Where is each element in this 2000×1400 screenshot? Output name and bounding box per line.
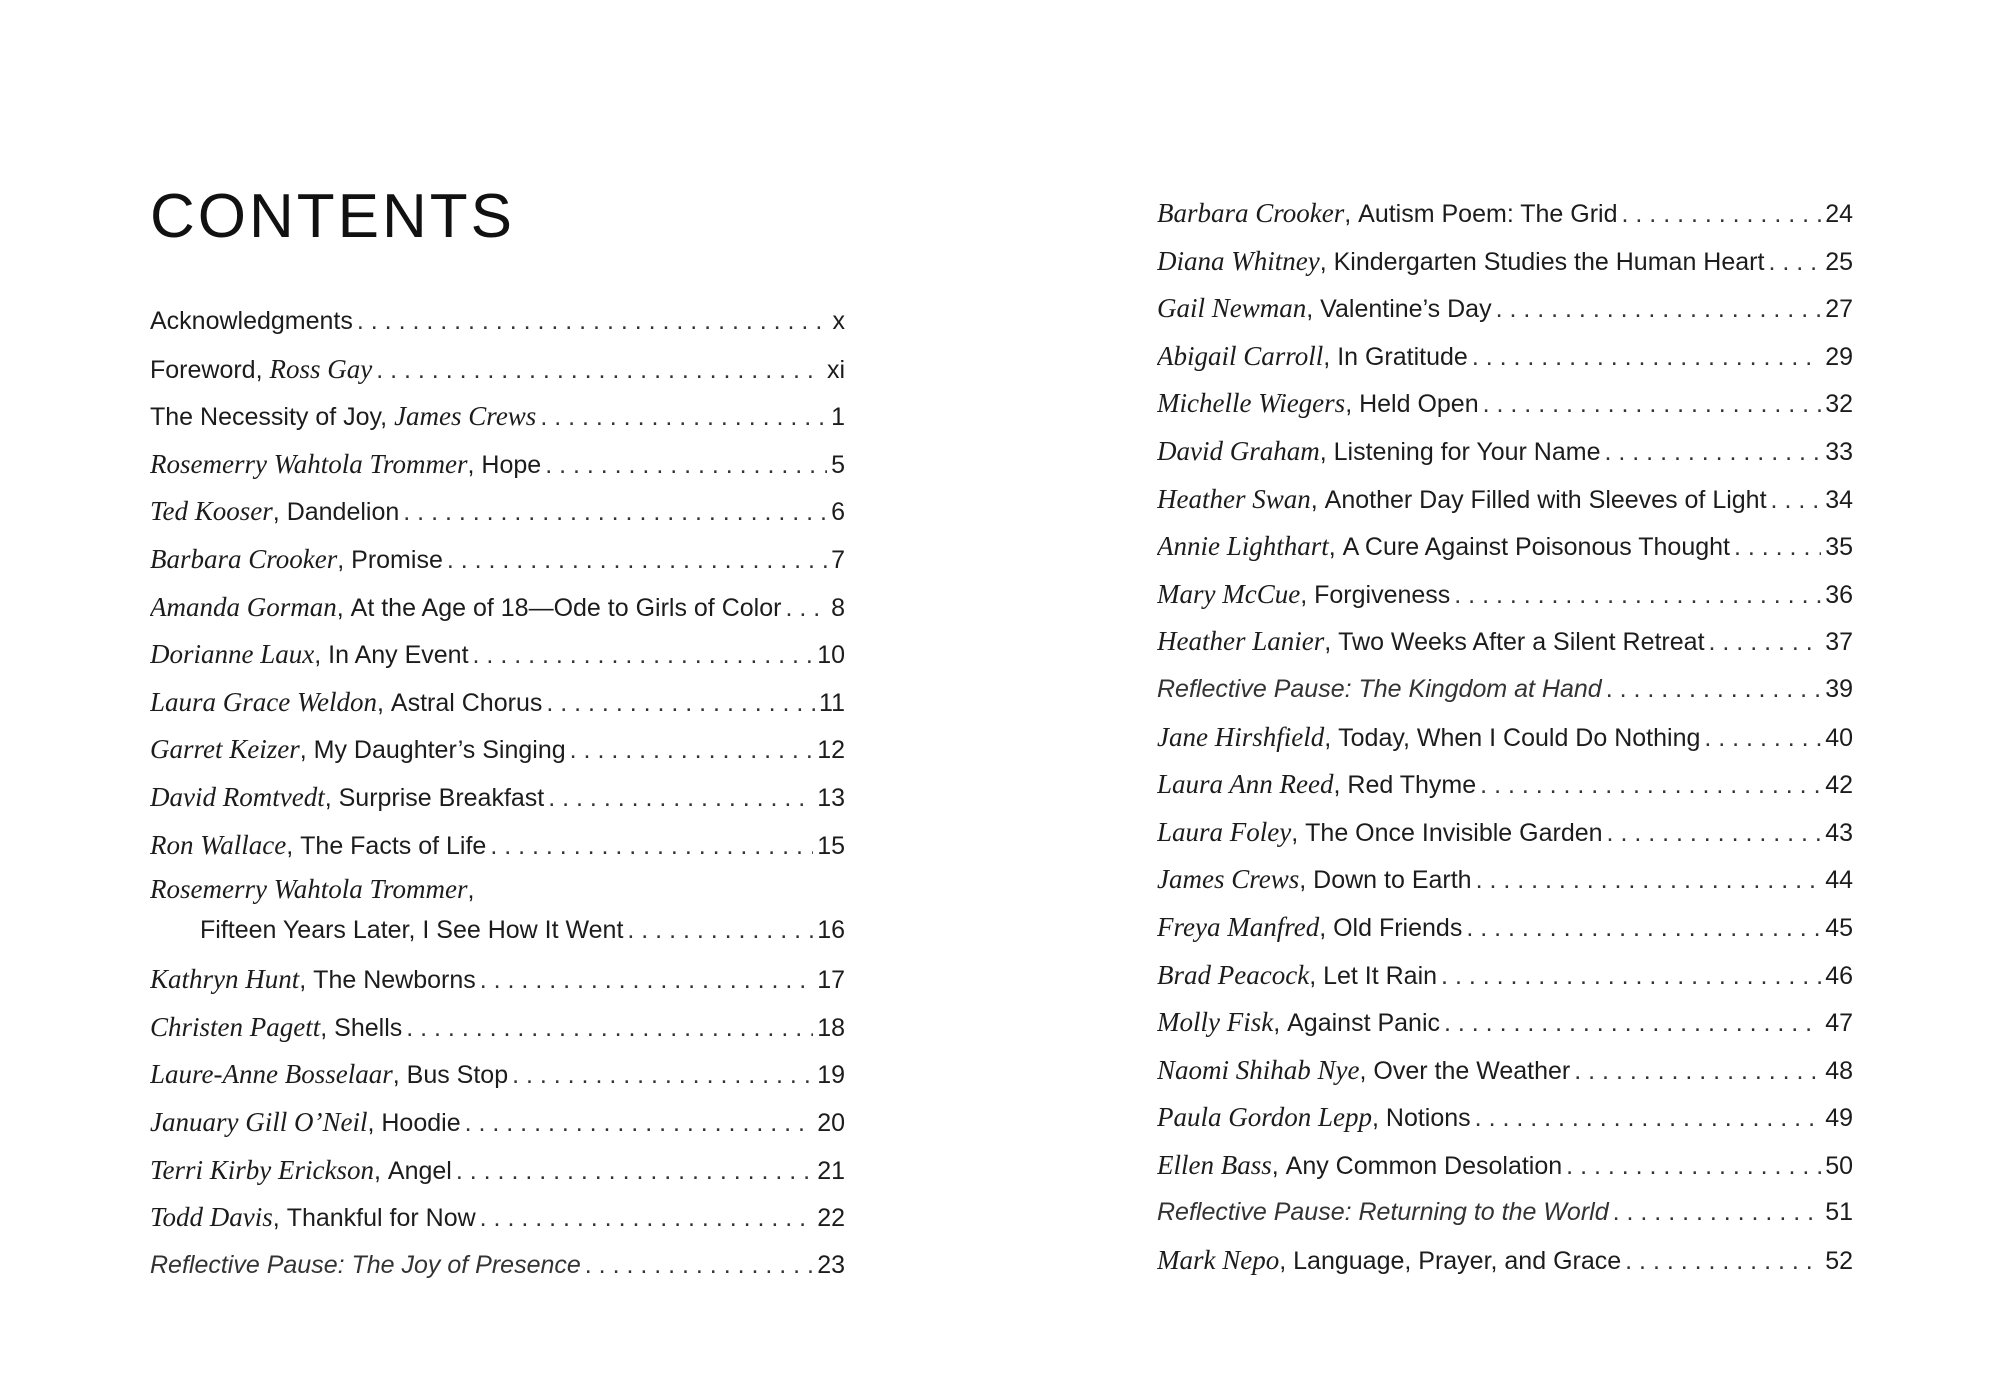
toc-entry[interactable] <box>150 1051 845 1099</box>
page-number: 52 <box>1825 1247 1853 1276</box>
separator: , <box>272 498 287 527</box>
author-name: Mark Nepo <box>1157 1245 1280 1276</box>
author-name: Molly Fisk <box>1157 1007 1274 1038</box>
separator: , <box>1319 437 1334 466</box>
toc-entry[interactable] <box>150 726 845 774</box>
author-name: Kathryn Hunt <box>150 964 300 995</box>
page-number: 35 <box>1825 533 1853 562</box>
page-number: 13 <box>817 783 845 812</box>
author-name: Todd Davis <box>150 1202 273 1233</box>
dot-leader <box>357 298 829 346</box>
entry-title: Kindergarten Studies the Human Heart <box>1333 247 1765 276</box>
page-number: 46 <box>1825 961 1853 990</box>
dot-leader <box>447 537 827 584</box>
author-name: January Gill O’Neil <box>150 1106 368 1137</box>
author-name: Ted Kooser <box>150 496 273 527</box>
dot-leader <box>1574 1048 1821 1095</box>
dot-leader <box>1475 1095 1822 1142</box>
separator: , <box>299 736 314 765</box>
dot-leader <box>585 1242 813 1290</box>
page-number: 12 <box>817 736 845 765</box>
page-title: CONTENTS <box>150 182 515 251</box>
dot-leader <box>1444 1000 1821 1047</box>
dot-leader <box>546 680 815 727</box>
entry-title: Notions <box>1385 1104 1471 1133</box>
dot-leader <box>512 1052 813 1099</box>
page-number: 23 <box>817 1250 845 1279</box>
page-number: 8 <box>831 593 845 622</box>
toc-entry[interactable] <box>150 1004 845 1052</box>
author-name: Ellen Bass <box>1157 1149 1272 1180</box>
separator: , <box>1324 628 1339 657</box>
separator: , <box>1323 342 1338 371</box>
page-number: 51 <box>1825 1198 1853 1227</box>
separator: , <box>1300 580 1315 609</box>
page-number: 19 <box>817 1061 845 1090</box>
entry-title: Against Panic <box>1287 1009 1440 1038</box>
dot-leader <box>1768 239 1821 286</box>
page-number: 16 <box>817 916 845 945</box>
separator: , <box>374 1156 388 1185</box>
dot-leader <box>406 1005 813 1052</box>
separator: , <box>286 831 301 860</box>
dot-leader <box>1476 857 1822 904</box>
toc-entry[interactable] <box>150 393 845 441</box>
entry-title: Forgiveness <box>1314 580 1451 609</box>
toc-entry[interactable] <box>1157 285 1853 333</box>
dot-leader <box>1704 715 1821 762</box>
entry-title: Over the Weather <box>1373 1056 1571 1085</box>
dot-leader <box>1466 905 1821 952</box>
separator: , <box>1328 533 1343 562</box>
separator: , <box>1333 771 1348 800</box>
page-number: 42 <box>1825 771 1853 800</box>
page-number: 50 <box>1825 1151 1853 1180</box>
toc-entry[interactable] <box>1157 999 1853 1047</box>
toc-entry[interactable] <box>1157 428 1853 476</box>
author-name: Laura Ann Reed <box>1157 769 1334 800</box>
toc-entry[interactable] <box>1157 1142 1853 1190</box>
author-name: Rosemerry Wahtola Trommer <box>150 448 468 479</box>
toc-entry[interactable] <box>1157 809 1853 857</box>
reflective-pause-entry[interactable] <box>1157 666 1853 714</box>
page-number: xi <box>826 355 845 384</box>
toc-entry[interactable] <box>150 1147 845 1195</box>
separator: , <box>1279 1247 1294 1276</box>
entry-title: Red Thyme <box>1347 771 1477 800</box>
dot-leader <box>1483 381 1822 428</box>
separator: , <box>377 688 391 717</box>
entry-title: Today, When I Could Do Nothing <box>1338 723 1701 752</box>
separator: , <box>1273 1009 1288 1038</box>
dot-leader <box>1734 524 1821 571</box>
toc-entry[interactable] <box>150 1194 845 1242</box>
author-name: Heather Swan <box>1157 483 1311 514</box>
toc-entry[interactable] <box>1157 1094 1853 1142</box>
page-number: 48 <box>1825 1056 1853 1085</box>
entry-title: Down to Earth <box>1313 866 1472 895</box>
entry-title: The Newborns <box>313 966 476 995</box>
page-number: 27 <box>1825 295 1853 324</box>
dot-leader <box>465 1100 814 1147</box>
page-number: 29 <box>1825 342 1853 371</box>
toc-entry[interactable] <box>150 1099 845 1147</box>
dot-leader <box>570 727 814 774</box>
dot-leader <box>1496 286 1822 333</box>
dot-leader <box>1605 429 1822 476</box>
entry-title: Valentine’s Day <box>1320 295 1492 324</box>
author-name: Heather Lanier <box>1157 626 1325 657</box>
dot-leader <box>540 394 827 441</box>
entry-title: My Daughter’s Singing <box>313 736 566 765</box>
toc-entry[interactable] <box>1157 952 1853 1000</box>
toc-entry[interactable] <box>150 822 845 870</box>
dot-leader <box>785 585 827 632</box>
author-name: Ron Wallace <box>150 829 287 860</box>
page-number: 24 <box>1825 200 1853 228</box>
author-name: Laura Foley <box>1157 816 1292 847</box>
separator: , <box>336 593 351 622</box>
entry-title: Listening for Your Name <box>1333 437 1601 466</box>
entry-title: Held Open <box>1359 390 1479 419</box>
author-name: James Crews <box>394 401 537 432</box>
dot-leader <box>548 775 813 822</box>
page-number: 15 <box>817 831 845 860</box>
page-number: 40 <box>1825 723 1853 752</box>
separator: , <box>1319 247 1334 276</box>
page-number: 39 <box>1825 674 1853 703</box>
author-name: Amanda Gorman <box>150 591 337 622</box>
separator: , <box>337 545 352 574</box>
toc-entry[interactable] <box>150 869 845 956</box>
entry-title: At the Age of 18—Ode to Girls of Color <box>350 593 782 622</box>
entry-title: Fifteen Years Later, I See How It Went <box>200 916 624 945</box>
toc-entry[interactable] <box>1157 238 1853 286</box>
toc-entry[interactable] <box>150 536 845 584</box>
separator: , <box>1324 723 1339 752</box>
toc-entry[interactable] <box>150 956 845 1004</box>
toc-entry[interactable] <box>1157 856 1853 904</box>
entry-title: Shells <box>334 1013 403 1042</box>
toc-entry[interactable] <box>1157 380 1853 428</box>
reflective-pause-entry[interactable] <box>1157 1189 1853 1237</box>
page-number: 32 <box>1825 390 1853 419</box>
dot-leader <box>1606 666 1821 714</box>
entry-title: Promise <box>351 545 443 574</box>
author-name: David Graham <box>1157 435 1320 466</box>
entry-title: Two Weeks After a Silent Retreat <box>1338 628 1705 657</box>
toc-entry[interactable] <box>150 774 845 822</box>
author-name: Naomi Shihab Nye <box>1157 1054 1360 1085</box>
separator: , <box>1291 818 1306 847</box>
author-name: Jane Hirshfield <box>1157 721 1325 752</box>
page-number: 21 <box>817 1156 845 1185</box>
entry-title: Old Friends <box>1333 913 1463 942</box>
entry-title: Reflective Pause: Returning to the World <box>1157 1198 1609 1227</box>
entry-title: Hope <box>481 450 542 479</box>
author-name: Laura Grace Weldon <box>150 686 377 717</box>
author-name: Christen Pagett <box>150 1011 321 1042</box>
separator: , <box>314 641 329 670</box>
dot-leader <box>456 1148 813 1195</box>
author-name: David Romtvedt <box>150 781 325 812</box>
dot-leader <box>1771 477 1822 524</box>
toc-entry[interactable] <box>1157 523 1853 571</box>
entry-title: In Any Event <box>328 641 469 670</box>
separator: , <box>1309 961 1324 990</box>
entry-title: Another Day Filled with Sleeves of Light <box>1324 485 1767 514</box>
page-number: 44 <box>1825 866 1853 895</box>
toc-entry[interactable] <box>150 298 845 346</box>
toc-entry[interactable] <box>1157 1047 1853 1095</box>
entry-title: Thankful for Now <box>286 1204 476 1233</box>
toc-entry[interactable] <box>1157 190 1853 238</box>
entry-prefix: The Necessity of Joy, <box>150 403 395 432</box>
page-number: 20 <box>817 1108 845 1137</box>
page-number: 11 <box>819 688 845 717</box>
page-number: 25 <box>1825 247 1853 276</box>
toc-entry[interactable] <box>1157 571 1853 619</box>
dot-leader <box>490 823 813 870</box>
entry-title: Bus Stop <box>406 1061 509 1090</box>
author-name: James Crews <box>1157 864 1300 895</box>
author-name: Freya Manfred <box>1157 911 1320 942</box>
author-name: Abigail Carroll <box>1157 340 1324 371</box>
toc-entry[interactable] <box>1157 618 1853 666</box>
page-number: 5 <box>831 450 845 479</box>
page-number: 1 <box>831 403 845 432</box>
separator: , <box>1359 1056 1374 1085</box>
entry-title: A Cure Against Poisonous Thought <box>1342 533 1730 562</box>
dot-leader <box>627 910 813 950</box>
entry-title: Any Common Desolation <box>1285 1151 1563 1180</box>
separator: , <box>324 783 339 812</box>
dot-leader <box>403 489 827 536</box>
author-name: Mary McCue <box>1157 578 1301 609</box>
author-name: Gail Newman <box>1157 293 1307 324</box>
dot-leader <box>1607 810 1822 857</box>
page-number: 33 <box>1825 437 1853 466</box>
author-name: Garret Keizer <box>150 734 300 765</box>
toc-entry[interactable] <box>1157 476 1853 524</box>
page-number: 6 <box>831 498 845 527</box>
entry-title: Reflective Pause: The Joy of Presence <box>150 1250 581 1279</box>
author-name: Ross Gay <box>269 353 373 384</box>
dot-leader <box>1441 953 1821 1000</box>
dot-leader <box>1622 191 1822 238</box>
separator: , <box>467 876 475 905</box>
toc-entry[interactable] <box>150 631 845 679</box>
entry-title: Astral Chorus <box>390 688 543 717</box>
author-name: Laure-Anne Bosselaar <box>150 1059 393 1090</box>
separator: , <box>1271 1151 1286 1180</box>
dot-leader <box>1566 1143 1821 1190</box>
page-number: 34 <box>1825 485 1853 514</box>
toc-entry[interactable] <box>1157 904 1853 952</box>
toc-entry[interactable] <box>150 584 845 632</box>
entry-title: Let It Rain <box>1323 961 1438 990</box>
page-number: 17 <box>817 966 845 995</box>
dot-leader <box>1613 1189 1822 1237</box>
page-number: 10 <box>817 641 845 670</box>
dot-leader <box>545 442 827 489</box>
dot-leader <box>376 347 823 394</box>
page-number: 7 <box>831 545 845 574</box>
dot-leader <box>1480 762 1821 809</box>
author-name: Terri Kirby Erickson <box>150 1154 375 1185</box>
entry-title: Dandelion <box>286 498 400 527</box>
page-number: 49 <box>1825 1104 1853 1133</box>
page-number: 22 <box>817 1204 845 1233</box>
toc-entry[interactable] <box>1157 333 1853 381</box>
toc-entry[interactable] <box>1157 714 1853 762</box>
author-name: Annie Lighthart <box>1157 531 1329 562</box>
toc-list-right <box>1157 190 1853 1285</box>
dot-leader <box>1709 619 1822 666</box>
entry-title: Acknowledgments <box>150 307 353 335</box>
page-number: 37 <box>1825 628 1853 657</box>
entry-title: The Once Invisible Garden <box>1305 818 1603 847</box>
entry-second-line <box>150 910 845 950</box>
separator: , <box>392 1061 407 1090</box>
toc-entry[interactable] <box>1157 1237 1853 1285</box>
page-number: x <box>832 307 845 335</box>
toc-entry[interactable] <box>150 679 845 727</box>
entry-first-line <box>150 869 845 910</box>
dot-leader <box>480 1195 814 1242</box>
entry-title: In Gratitude <box>1337 342 1468 371</box>
dot-leader <box>1454 572 1821 619</box>
entry-prefix: Foreword, <box>150 355 270 384</box>
page-number: 36 <box>1825 580 1853 609</box>
entry-title: Language, Prayer, and Grace <box>1293 1247 1622 1276</box>
dot-leader <box>480 957 813 1004</box>
separator: , <box>1345 390 1360 419</box>
author-name: Rosemerry Wahtola Trommer <box>150 874 468 905</box>
separator: , <box>1306 295 1321 324</box>
separator: , <box>299 966 314 995</box>
author-name: Paula Gordon Lepp <box>1157 1102 1372 1133</box>
page-number: 18 <box>817 1013 845 1042</box>
separator: , <box>1310 485 1325 514</box>
page-number: 43 <box>1825 818 1853 847</box>
toc-list-left <box>150 298 845 1289</box>
author-name: Barbara Crooker <box>150 543 338 574</box>
author-name: Michelle Wiegers <box>1157 388 1346 419</box>
dot-leader <box>1472 334 1821 381</box>
dot-leader <box>1625 1238 1821 1285</box>
author-name: Brad Peacock <box>1157 959 1310 990</box>
reflective-pause-entry[interactable] <box>150 1242 845 1290</box>
toc-entry[interactable] <box>1157 761 1853 809</box>
separator: , <box>367 1108 382 1137</box>
separator: , <box>1344 200 1359 228</box>
entry-title: Surprise Breakfast <box>338 783 545 812</box>
entry-title: The Facts of Life <box>300 831 487 860</box>
entry-title: Reflective Pause: The Kingdom at Hand <box>1157 674 1602 703</box>
page-number: 45 <box>1825 913 1853 942</box>
separator: , <box>1299 866 1314 895</box>
toc-entry[interactable] <box>150 441 845 489</box>
entry-title: Hoodie <box>381 1108 461 1137</box>
page-number: 47 <box>1825 1009 1853 1038</box>
separator: , <box>1372 1104 1386 1133</box>
toc-entry[interactable] <box>150 346 845 394</box>
separator: , <box>467 450 482 479</box>
author-name: Dorianne Laux <box>150 639 315 670</box>
entry-title: Autism Poem: The Grid <box>1358 200 1618 228</box>
entry-title: Angel <box>387 1156 452 1185</box>
author-name: Diana Whitney <box>1157 245 1320 276</box>
toc-entry[interactable] <box>150 488 845 536</box>
separator: , <box>272 1204 287 1233</box>
dot-leader <box>473 632 814 679</box>
separator: , <box>320 1013 335 1042</box>
author-name: Barbara Crooker <box>1157 198 1345 228</box>
separator: , <box>1319 913 1334 942</box>
